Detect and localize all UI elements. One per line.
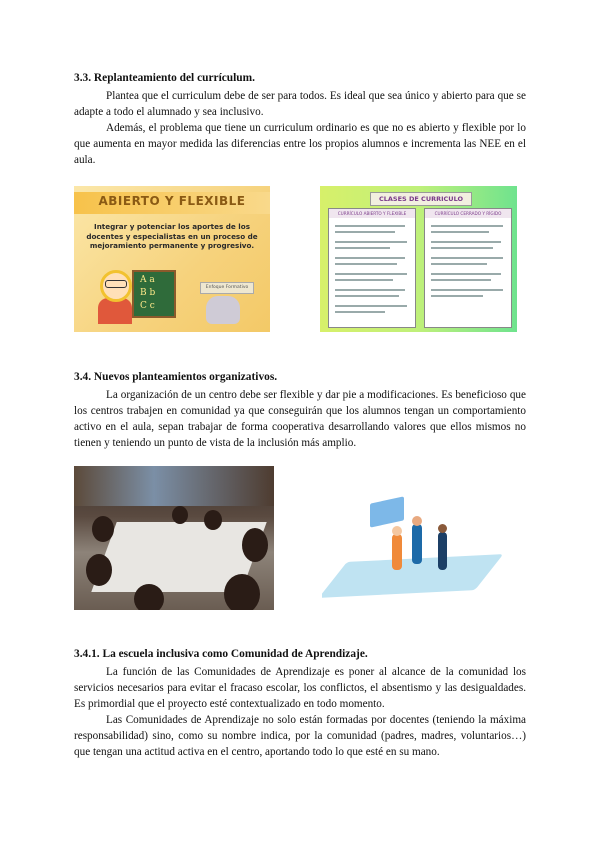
person-head: [412, 516, 422, 526]
screen-icon: [370, 496, 404, 527]
board-letters: B b: [140, 288, 156, 298]
board-letters: C c: [140, 301, 155, 311]
clases-curriculo-image: [320, 186, 517, 332]
paragraph: Plantea que el curriculum debe de ser para todos. Es ideal que sea único y abierto para que se adapte a todo el alumnado y sea inclusivo.: [74, 90, 526, 118]
paragraph: Además, el problema que tiene un curriculum ordinario es que no es abierto y flexible por lo que aumenta en mayor medida las diferencias entre los propios alumnos e incrementa las NEE en el aula.: [74, 122, 526, 166]
collaboration-illustration: [322, 466, 522, 610]
classroom-photo: [74, 466, 274, 610]
person-figure: [392, 534, 402, 570]
image-title: CLASES DE CURRICULO: [370, 192, 472, 206]
board-letters: A a: [140, 275, 155, 285]
column-header: CURRÍCULO CERRADO Y RÍGIDO: [425, 209, 511, 218]
abierto-flexible-image: [74, 186, 270, 332]
classroom-wall: [74, 466, 274, 506]
paragraph: La organización de un centro debe ser flexible y dar pie a modificaciones. Es beneficioso que los centros trabajen en comunidad ya que conseguirán que los alumnos tengan un comportamiento activo en el aula, sepan trabajar de forma cooperativa desarrollando valores que ellos mismos no tienen y teniendo un punto de vista de la inclusión más amplio.: [74, 389, 526, 449]
chalkboard-icon: [132, 270, 176, 318]
image-quote: Integrar y potenciar los aportes de los docentes y especialistas en un proceso de mejoramiento permanente y progresivo.: [86, 222, 258, 250]
person-head: [438, 524, 447, 533]
image-title: ABIERTO Y FLEXIBLE: [98, 194, 246, 208]
image-tag: Enfoque Formativo: [200, 282, 254, 294]
paragraph: Las Comunidades de Aprendizaje no solo están formadas por docentes (teniendo la máxima responsabilidad) sino, como su nombre indica, por la comunidad (padres, madres, voluntarios…) que tengan una actitud activa en el centro, aportando todo lo que esté en su mano.: [74, 714, 526, 758]
section-heading-3-3: 3.3. Replanteamiento del currículum.: [74, 72, 255, 84]
column-header: CURRÍCULO ABIERTO Y FLEXIBLE: [329, 209, 415, 218]
glasses-icon: [105, 280, 127, 288]
curriculum-column-left: [328, 208, 416, 328]
paragraph: La función de las Comunidades de Aprendizaje es poner al alcance de la comunidad los servicios necesarios para evitar el fracaso escolar, los conflictos, el absentismo y las desigualdades. Es primordial que el proyecto esté contextualizado en todo momento.: [74, 666, 526, 710]
curriculum-column-right: [424, 208, 512, 328]
section-heading-3-4-1: 3.4.1. La escuela inclusiva como Comunidad de Aprendizaje.: [74, 648, 368, 660]
section-heading-3-4: 3.4. Nuevos planteamientos organizativos.: [74, 371, 278, 383]
person-figure: [438, 532, 447, 570]
student-figure: [206, 296, 240, 324]
person-figure: [412, 524, 422, 564]
person-head: [392, 526, 402, 536]
